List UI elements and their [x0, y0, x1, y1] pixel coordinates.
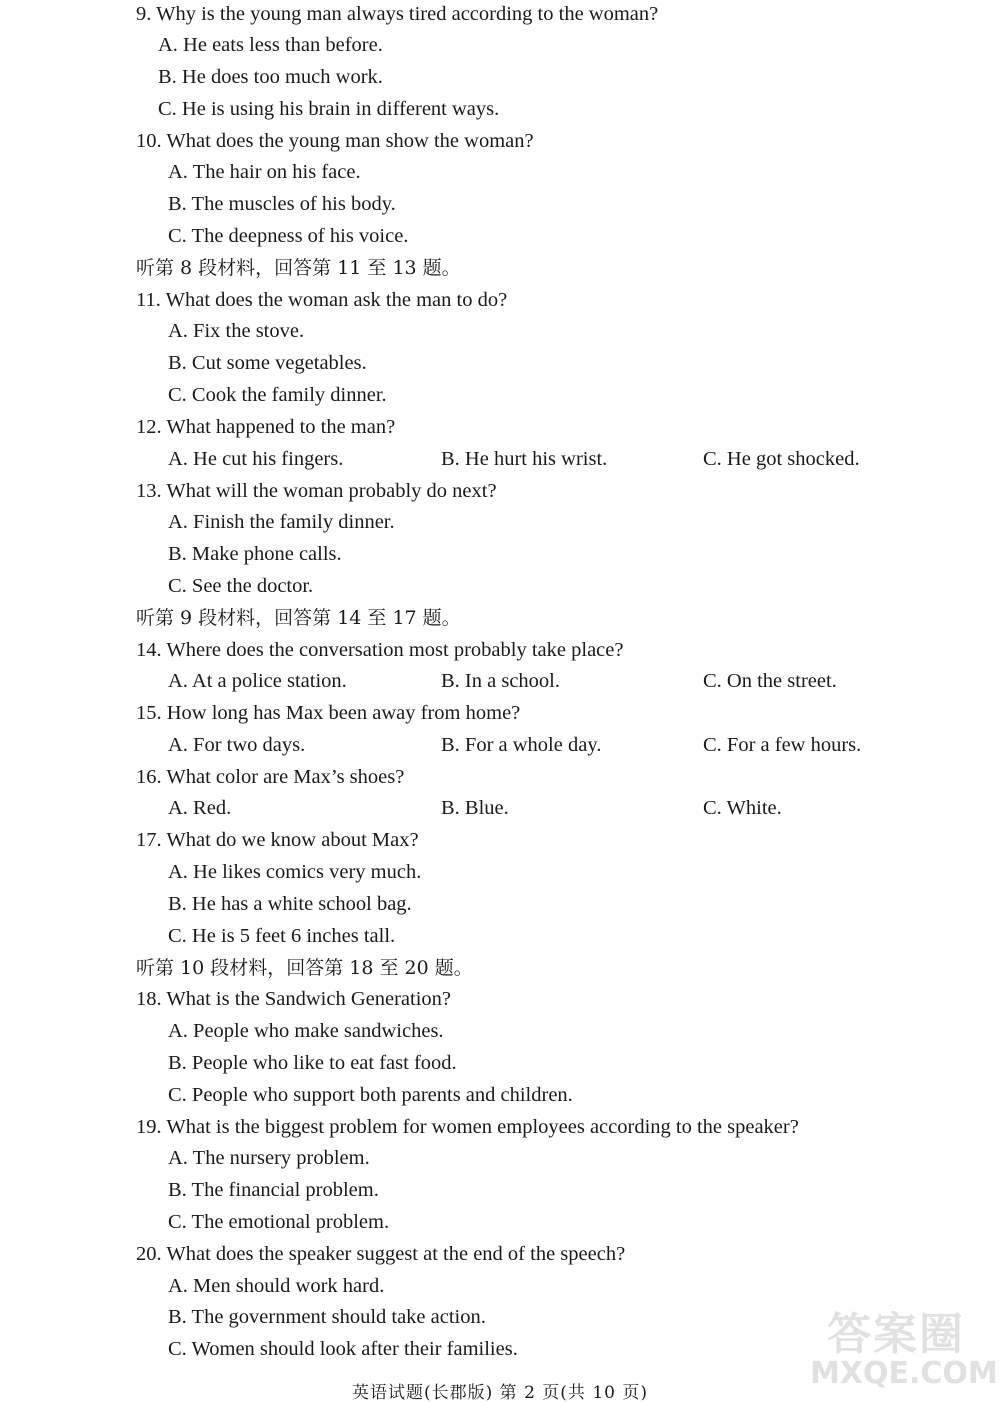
question-17-option-b: B. He has a white school bag. [168, 893, 412, 915]
question-9: 9. Why is the young man always tired according to the woman? [136, 3, 659, 25]
question-16: 16. What color are Max’s shoes? [136, 766, 405, 788]
question-12: 12. What happened to the man? [136, 416, 396, 438]
question-10: 10. What does the young man show the woman? [136, 130, 534, 152]
question-13-option-a: A. Finish the family dinner. [168, 511, 395, 533]
watermark-cn-text: 答案圈 [827, 1309, 965, 1360]
question-20-option-c: C. Women should look after their families. [168, 1338, 518, 1360]
question-19: 19. What is the biggest problem for women employees according to the speaker? [136, 1116, 799, 1138]
watermark-logo [810, 1298, 998, 1394]
question-13: 13. What will the woman probably do next? [136, 480, 497, 502]
section-heading-10: 听第 10 段材料，回答第 18 至 20 题。 [136, 957, 473, 979]
question-19-option-a: A. The nursery problem. [168, 1147, 370, 1169]
question-18-option-c: C. People who support both parents and children. [168, 1084, 573, 1106]
question-17-option-a: A. He likes comics very much. [168, 861, 422, 883]
question-20: 20. What does the speaker suggest at the end of the speech? [136, 1243, 626, 1265]
section-heading-9: 听第 9 段材料，回答第 14 至 17 题。 [136, 607, 461, 629]
question-19-option-c: C. The emotional problem. [168, 1211, 390, 1233]
question-14-option-b: B. In a school. [441, 670, 560, 692]
question-12-option-b: B. He hurt his wrist. [441, 448, 608, 470]
question-15-option-b: B. For a whole day. [441, 734, 602, 756]
question-11: 11. What does the woman ask the man to do? [136, 289, 508, 311]
question-17-option-c: C. He is 5 feet 6 inches tall. [168, 925, 396, 947]
section-heading-8: 听第 8 段材料，回答第 11 至 13 题。 [136, 257, 461, 279]
question-20-option-b: B. The government should take action. [168, 1306, 486, 1328]
question-11-option-a: A. Fix the stove. [168, 320, 305, 342]
question-15-option-a: A. For two days. [168, 734, 306, 756]
question-18-option-a: A. People who make sandwiches. [168, 1020, 444, 1042]
question-14-option-a: A. At a police station. [168, 670, 347, 692]
question-16-option-b: B. Blue. [441, 797, 509, 819]
question-10-option-c: C. The deepness of his voice. [168, 225, 409, 247]
question-19-option-b: B. The financial problem. [168, 1179, 379, 1201]
question-17: 17. What do we know about Max? [136, 829, 419, 851]
question-15: 15. How long has Max been away from home? [136, 702, 521, 724]
page-footer: 英语试题(长郡版) 第 2 页(共 10 页) [352, 1383, 648, 1403]
question-12-option-c: C. He got shocked. [703, 448, 860, 470]
question-20-option-a: A. Men should work hard. [168, 1275, 385, 1297]
question-13-option-b: B. Make phone calls. [168, 543, 342, 565]
question-16-option-c: C. White. [703, 797, 782, 819]
question-11-option-c: C. Cook the family dinner. [168, 384, 387, 406]
question-10-option-b: B. The muscles of his body. [168, 193, 396, 215]
question-9-option-c: C. He is using his brain in different ways. [158, 98, 500, 120]
question-15-option-c: C. For a few hours. [703, 734, 862, 756]
question-11-option-b: B. Cut some vegetables. [168, 352, 367, 374]
question-9-option-a: A. He eats less than before. [158, 34, 383, 56]
question-16-option-a: A. Red. [168, 797, 232, 819]
question-10-option-a: A. The hair on his face. [168, 161, 361, 183]
question-9-option-b: B. He does too much work. [158, 66, 383, 88]
question-14: 14. Where does the conversation most probably take place? [136, 639, 624, 661]
question-13-option-c: C. See the doctor. [168, 575, 314, 597]
question-14-option-c: C. On the street. [703, 670, 837, 692]
question-12-option-a: A. He cut his fingers. [168, 448, 344, 470]
question-18-option-b: B. People who like to eat fast food. [168, 1052, 457, 1074]
question-18: 18. What is the Sandwich Generation? [136, 988, 452, 1010]
watermark-en-text: MXQE.COM [810, 1356, 998, 1391]
